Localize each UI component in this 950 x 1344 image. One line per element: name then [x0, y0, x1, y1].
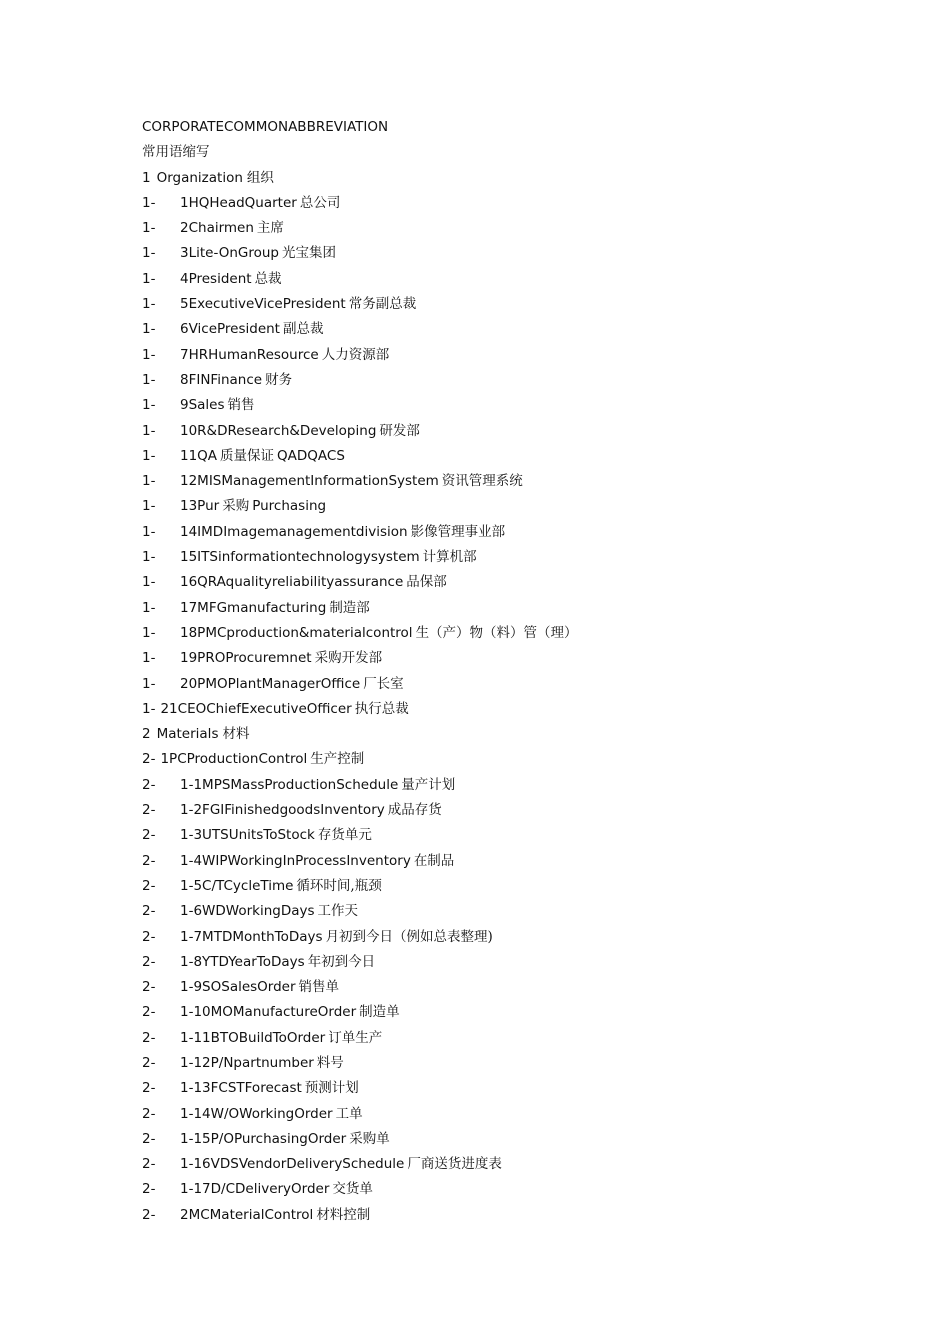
- item-prefix: 2-: [142, 751, 156, 768]
- item-prefix: 1-: [142, 498, 156, 515]
- item-meaning-zh: 采购: [222, 498, 250, 515]
- item-meaning-zh: 制造单: [359, 1004, 400, 1021]
- item-abbreviation: 21CEOChiefExecutiveOfficer: [160, 700, 352, 717]
- item-abbreviation: 1-10MOManufactureOrder: [180, 1004, 357, 1021]
- list-item: [142, 191, 842, 216]
- list-item: [142, 596, 842, 621]
- item-prefix: 1-: [142, 321, 156, 338]
- item-abbreviation: 1-5C/TCycleTime: [180, 877, 294, 894]
- item-prefix: 2-: [142, 1080, 156, 1097]
- item-meaning-zh: 研发部: [379, 422, 420, 439]
- section-title-en: Organization: [156, 169, 243, 186]
- item-meaning-zh: 年初到今日: [307, 953, 376, 970]
- list-item: [142, 1127, 842, 1152]
- list-item: [142, 1051, 842, 1076]
- item-meaning-zh: 厂长室: [363, 675, 404, 692]
- item-meaning-zh: 预测计划: [304, 1080, 359, 1097]
- item-prefix: 1-: [142, 422, 156, 439]
- item-meaning-zh: 量产计划: [401, 776, 456, 793]
- list-item: [142, 216, 842, 241]
- item-abbreviation: 10R&DResearch&Developing: [180, 422, 377, 439]
- item-abbreviation: 1-13FCSTForecast: [180, 1080, 302, 1097]
- list-item: [142, 343, 842, 368]
- item-prefix: 1-: [142, 346, 156, 363]
- item-prefix: 2-: [142, 928, 156, 945]
- item-abbreviation: 1-7MTDMonthToDays: [180, 928, 323, 945]
- item-abbreviation: 2Chairmen: [180, 220, 254, 237]
- item-abbreviation: 18PMCproduction&materialcontrol: [180, 624, 413, 641]
- list-item: [142, 773, 842, 798]
- item-meaning-zh: 影像管理事业部: [410, 523, 506, 540]
- section-title-en: Materials: [156, 726, 219, 743]
- item-meaning-zh: 材料控制: [316, 1206, 371, 1223]
- item-abbreviation: 1-14W/OWorkingOrder: [180, 1105, 333, 1122]
- list-item: [142, 419, 842, 444]
- list-item: [142, 267, 842, 292]
- item-meaning-zh: 总裁: [254, 270, 282, 287]
- item-prefix: 2-: [142, 852, 156, 869]
- item-prefix: 2-: [142, 1054, 156, 1071]
- item-meaning-zh: 质量保证: [220, 447, 275, 464]
- item-extra: Purchasing: [252, 498, 327, 515]
- item-meaning-zh: 工单: [335, 1105, 363, 1122]
- item-abbreviation: 1-1MPSMassProductionSchedule: [180, 776, 399, 793]
- list-item: [142, 1026, 842, 1051]
- item-prefix: 1-: [142, 245, 156, 262]
- item-meaning-zh: 生（产）物（料）管（理）: [415, 624, 578, 641]
- item-prefix: 2-: [142, 953, 156, 970]
- item-prefix: 1-: [142, 296, 156, 313]
- item-meaning-zh: 副总裁: [282, 321, 324, 338]
- item-abbreviation: 6VicePresident: [180, 321, 280, 338]
- item-abbreviation: 5ExecutiveVicePresident: [180, 296, 346, 313]
- item-meaning-zh: 常务副总裁: [348, 296, 417, 313]
- list-item: [142, 1152, 842, 1177]
- item-prefix: 1-: [142, 473, 156, 490]
- item-meaning-zh: 采购开发部: [314, 650, 383, 667]
- item-prefix: 1-: [142, 371, 156, 388]
- item-meaning-zh: 主席: [256, 220, 284, 237]
- item-prefix: 2-: [142, 979, 156, 996]
- item-prefix: 1-: [142, 270, 156, 287]
- item-abbreviation: 1-16VDSVendorDeliverySchedule: [180, 1156, 405, 1173]
- item-meaning-zh: 料号: [316, 1054, 344, 1071]
- item-meaning-zh: 执行总裁: [354, 700, 409, 717]
- item-meaning-zh: 存货单元: [317, 827, 372, 844]
- item-abbreviation: 13Pur: [180, 498, 220, 515]
- list-item: [142, 925, 842, 950]
- item-abbreviation: 15ITSinformationtechnologysystem: [180, 549, 420, 566]
- item-prefix: 1-: [142, 220, 156, 237]
- item-abbreviation: 1-8YTDYearToDays: [180, 953, 305, 970]
- list-item: [142, 545, 842, 570]
- item-abbreviation: 1-3UTSUnitsToStock: [180, 827, 315, 844]
- item-meaning-zh: 成品存货: [387, 802, 442, 819]
- item-prefix: 1-: [142, 574, 156, 591]
- list-item: [142, 823, 842, 848]
- item-prefix: 2-: [142, 877, 156, 894]
- item-prefix: 2-: [142, 1029, 156, 1046]
- item-abbreviation: 1-15P/OPurchasingOrder: [180, 1130, 347, 1147]
- section-heading: [142, 166, 842, 191]
- list-item: [142, 494, 842, 519]
- item-abbreviation: 1-17D/CDeliveryOrder: [180, 1181, 330, 1198]
- item-prefix: 1-: [142, 523, 156, 540]
- item-prefix: 2-: [142, 903, 156, 920]
- item-prefix: 2-: [142, 1181, 156, 1198]
- item-meaning-zh: 财务: [265, 371, 293, 388]
- document-subtitle: 常用语缩写: [142, 144, 210, 161]
- item-abbreviation: 9Sales: [180, 397, 225, 414]
- item-prefix: 2-: [142, 1105, 156, 1122]
- item-prefix: 1-: [142, 447, 156, 464]
- section-title-zh: 材料: [222, 726, 250, 743]
- item-meaning-zh: 光宝集团: [282, 245, 336, 262]
- item-meaning-zh: 总公司: [299, 194, 341, 211]
- item-prefix: 1-: [142, 549, 156, 566]
- item-extra: QADQACS: [277, 447, 345, 464]
- item-abbreviation: 1-4WIPWorkingInProcessInventory: [180, 852, 411, 869]
- item-meaning-zh: 人力资源部: [321, 346, 390, 363]
- sections: [142, 166, 842, 1228]
- item-prefix: 1-: [142, 624, 156, 641]
- item-meaning-zh: 计算机部: [422, 549, 477, 566]
- list-item: [142, 1177, 842, 1202]
- item-prefix: 1-: [142, 194, 156, 211]
- item-prefix: 2-: [142, 1130, 156, 1147]
- item-abbreviation: 1HQHeadQuarter: [180, 194, 297, 211]
- item-abbreviation: 11QA: [180, 447, 218, 464]
- item-abbreviation: 3Lite-OnGroup: [180, 245, 279, 262]
- item-meaning-zh: 在制品: [413, 852, 455, 869]
- item-abbreviation: 12MISManagementInformationSystem: [180, 473, 439, 490]
- item-meaning-zh: 销售单: [298, 979, 340, 996]
- list-item: [142, 798, 842, 823]
- item-prefix: 2-: [142, 1156, 156, 1173]
- document-body: [142, 115, 842, 1228]
- list-item: [142, 444, 842, 469]
- item-abbreviation: 1-2FGIFinishedgoodsInventory: [180, 802, 385, 819]
- list-item: [142, 393, 842, 418]
- item-meaning-zh: 销售: [227, 397, 255, 414]
- list-item: [142, 317, 842, 342]
- item-meaning-zh: 资讯管理系统: [441, 473, 523, 490]
- list-item: [142, 520, 842, 545]
- item-abbreviation: 2MCMaterialControl: [180, 1206, 314, 1223]
- item-prefix: 2-: [142, 802, 156, 819]
- item-abbreviation: 4President: [180, 270, 252, 287]
- item-meaning-zh: 交货单: [332, 1181, 373, 1198]
- item-meaning-zh: 月初到今日（例如总表整理): [325, 928, 493, 945]
- list-item: [142, 646, 842, 671]
- list-item: [142, 672, 842, 697]
- item-meaning-zh: 订单生产: [328, 1029, 383, 1046]
- item-abbreviation: 20PMOPlantManagerOffice: [180, 675, 361, 692]
- list-item: [142, 950, 842, 975]
- item-abbreviation: 19PROProcuremnet: [180, 650, 312, 667]
- section-number: 1: [142, 169, 151, 186]
- item-meaning-zh: 采购单: [349, 1130, 390, 1147]
- item-abbreviation: 1-9SOSalesOrder: [180, 979, 296, 996]
- item-prefix: 2-: [142, 776, 156, 793]
- item-meaning-zh: 生产控制: [310, 751, 365, 768]
- list-item: [142, 621, 842, 646]
- section-title-zh: 组织: [246, 169, 274, 186]
- item-abbreviation: 1-11BTOBuildToOrder: [180, 1029, 326, 1046]
- item-abbreviation: 1PCProductionControl: [160, 751, 308, 768]
- item-prefix: 1-: [142, 599, 156, 616]
- item-prefix: 2-: [142, 827, 156, 844]
- item-meaning-zh: 制造部: [329, 599, 370, 616]
- item-abbreviation: 1-12P/Npartnumber: [180, 1054, 314, 1071]
- list-item: [142, 849, 842, 874]
- document-title: CORPORATECOMMONABBREVIATION: [142, 119, 389, 135]
- section-heading: [142, 722, 842, 747]
- item-meaning-zh: 品保部: [406, 574, 447, 591]
- item-abbreviation: 8FINFinance: [180, 371, 263, 388]
- item-abbreviation: 16QRAqualityreliabilityassurance: [180, 574, 404, 591]
- list-item: [142, 697, 842, 722]
- list-item: [142, 241, 842, 266]
- list-item: [142, 975, 842, 1000]
- list-item: [142, 899, 842, 924]
- item-abbreviation: 17MFGmanufacturing: [180, 599, 327, 616]
- item-abbreviation: 7HRHumanResource: [180, 346, 319, 363]
- item-prefix: 1-: [142, 397, 156, 414]
- list-item: [142, 292, 842, 317]
- list-item: [142, 874, 842, 899]
- item-prefix: 1-: [142, 700, 156, 717]
- section-number: 2: [142, 726, 151, 743]
- list-item: [142, 1076, 842, 1101]
- item-prefix: 1-: [142, 650, 156, 667]
- item-prefix: 2-: [142, 1004, 156, 1021]
- item-abbreviation: 1-6WDWorkingDays: [180, 903, 315, 920]
- list-item: [142, 1102, 842, 1127]
- list-item: [142, 747, 842, 772]
- list-item: [142, 1000, 842, 1025]
- item-meaning-zh: 工作天: [317, 903, 359, 920]
- list-item: [142, 570, 842, 595]
- item-meaning-zh: 循环时间,瓶颈: [296, 877, 382, 894]
- list-item: [142, 368, 842, 393]
- item-prefix: 1-: [142, 675, 156, 692]
- list-item: [142, 469, 842, 494]
- item-meaning-zh: 厂商送货进度表: [407, 1156, 502, 1173]
- item-prefix: 2-: [142, 1206, 156, 1223]
- list-item: [142, 1203, 842, 1228]
- item-abbreviation: 14IMDImagemanagementdivision: [180, 523, 408, 540]
